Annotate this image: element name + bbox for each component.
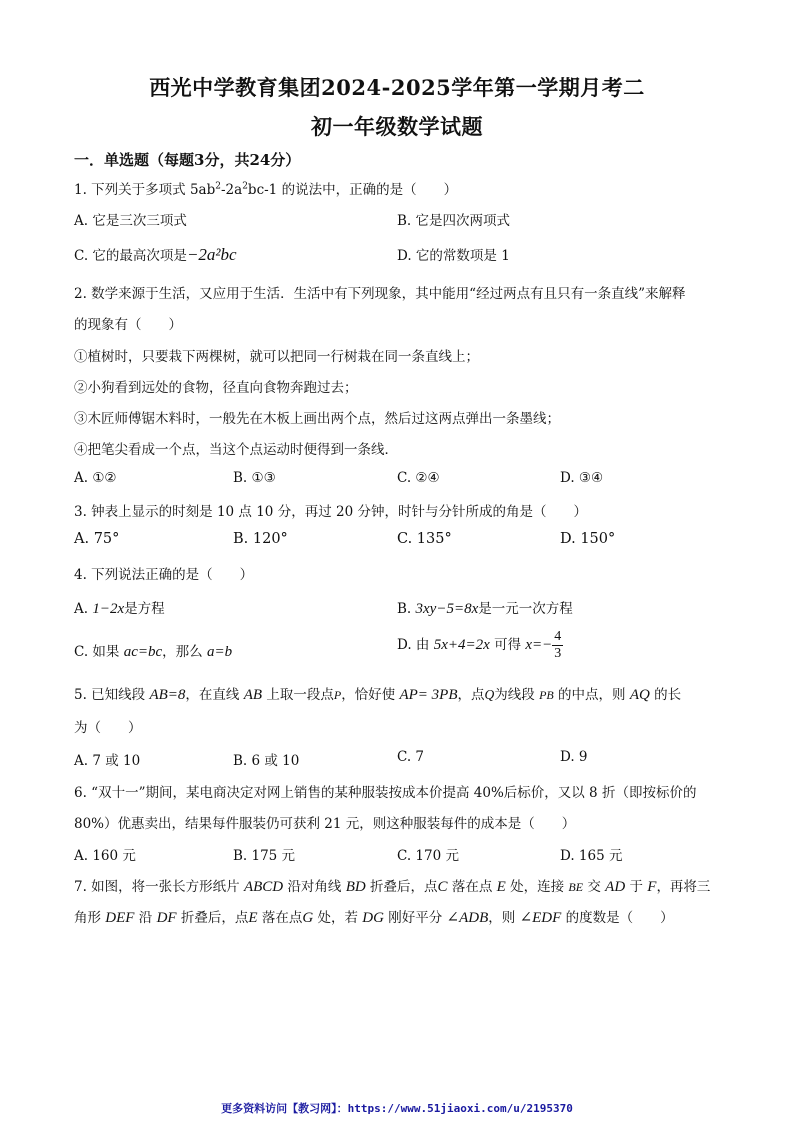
question-1-option-c[interactable]: C. 它的最高次项是−2a²bc — [74, 245, 237, 264]
question-3-option-a[interactable]: A. 75° — [74, 531, 120, 547]
question-6-option-c[interactable]: C. 170 元 — [397, 848, 459, 864]
question-6-stem-line2: 80%）优惠卖出，结果每件服装仍可获利 21 元，则这种服装每件的成本是（ ） — [74, 816, 576, 832]
question-4-option-b[interactable]: B. 3xy−5=8x是一元一次方程 — [397, 601, 573, 617]
question-1-option-b[interactable]: B. 它是四次两项式 — [397, 213, 511, 229]
question-5-option-c[interactable]: C. 7 — [397, 749, 425, 765]
question-2-stem-line2: 的现象有（ ） — [74, 317, 182, 333]
question-5-option-d[interactable]: D. 9 — [560, 749, 588, 765]
footer-link[interactable]: 更多资料访问【教习网】：https://www.51jiaoxi.com/u/2195370 — [221, 1102, 573, 1115]
question-2-option-a[interactable]: A. ①② — [74, 470, 117, 486]
exam-title-line2: 初一年级数学试题 — [311, 114, 483, 139]
question-7-stem-line2: 角形 DEF 沿 DF 折叠后，点E 落在点G 处，若 DG 刚好平分 ∠ADB，则 ∠EDF 的度数是（ ） — [74, 910, 674, 926]
question-2-option-c[interactable]: C. ②④ — [397, 470, 440, 486]
question-7-stem-line1: 7. 如图，将一张长方形纸片 ABCD 沿对角线 BD 折叠后，点C 落在点 E 处，连接 BE 交 AD 于 F，再将三 — [74, 879, 711, 895]
question-5-stem-line1: 5. 已知线段 AB=8，在直线 AB 上取一段点P，恰好使 AP= 3PB，点Q为线段 PB 的中点，则 AQ 的长 — [74, 687, 682, 703]
question-1-option-d[interactable]: D. 它的常数项是 1 — [397, 248, 510, 264]
exam-title-line1: 西光中学教育集团2024-2025学年第一学期月考二 — [149, 75, 645, 100]
question-3-option-d[interactable]: D. 150° — [560, 531, 616, 547]
question-1-stem: 1. 下列关于多项式 $5ab^2-2a^2bc-1$ 的说法中，正确的是（ ） — [74, 181, 458, 198]
question-3-option-c[interactable]: C. 135° — [397, 531, 452, 547]
question-6-stem-line1: 6. “双十一”期间，某电商决定对网上销售的某种服装按成本价提高 40%后标价，又以 8 折（即按标价的 — [74, 785, 697, 801]
question-4-option-d[interactable]: D. 由 5x+4=2x 可得 x=− $\frac{4}{3}$ — [397, 629, 562, 661]
question-5-option-b[interactable]: B. 6 或 10 — [233, 753, 300, 769]
question-2-stem-line1: 2. 数学来源于生活，又应用于生活．生活中有下列现象，其中能用“经过两点有且只有一条直线”来解释 — [74, 286, 686, 302]
question-6-option-b[interactable]: B. 175 元 — [233, 848, 296, 864]
fraction-four-thirds: $\frac{4}{3}$ — [554, 629, 562, 661]
question-2-item-1: ①植树时，只要栽下两棵树，就可以把同一行树栽在同一条直线上； — [74, 349, 479, 365]
question-1-option-a[interactable]: A. 它是三次三项式 — [74, 213, 187, 229]
question-4-stem: 4. 下列说法正确的是（ ） — [74, 567, 254, 583]
question-2-item-3: ③木匠师傅锯木料时，一般先在木板上画出两个点，然后过这两点弹出一条墨线； — [74, 411, 560, 427]
question-2-option-b[interactable]: B. ①③ — [233, 470, 276, 486]
question-4-option-a[interactable]: A. 1−2x是方程 — [74, 601, 165, 617]
question-5-stem-line2: 为（ ） — [74, 720, 142, 736]
question-2-option-d[interactable]: D. ③④ — [560, 470, 604, 486]
question-2-item-4: ④把笔尖看成一个点，当这个点运动时便得到一条线． — [74, 442, 398, 458]
question-6-option-a[interactable]: A. 160 元 — [74, 848, 136, 864]
question-3-stem: 3. 钟表上显示的时刻是 10 点 10 分，再过 20 分钟，时针与分针所成的角是（ ） — [74, 504, 587, 520]
question-5-option-a[interactable]: A. 7 或 10 — [74, 753, 141, 769]
question-3-option-b[interactable]: B. 120° — [233, 531, 288, 547]
question-2-item-2: ②小狗看到远处的食物，径直向食物奔跑过去； — [74, 380, 358, 396]
question-6-option-d[interactable]: D. 165 元 — [560, 848, 623, 864]
section-heading: 一．单选题（每题3分，共24分） — [74, 151, 301, 169]
question-4-option-c[interactable]: C. 如果 ac=bc，那么 a=b — [74, 644, 233, 660]
